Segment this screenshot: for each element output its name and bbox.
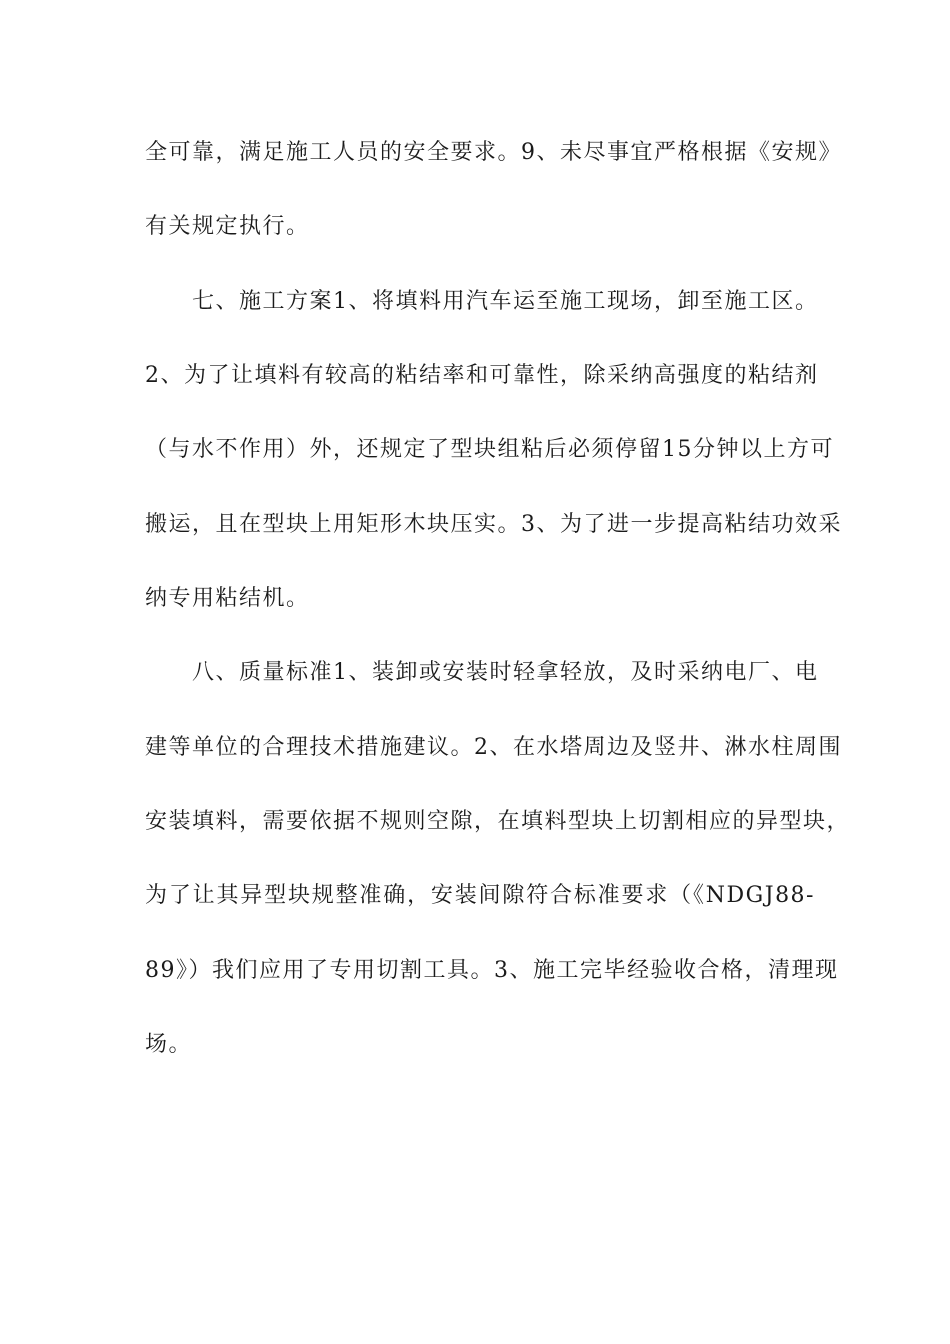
text-line: 八、质量标准1、装卸或安装时轻拿轻放，及时采纳电厂、电 — [192, 660, 819, 685]
text-line: （与水不作用）外，还规定了型块组粘后必须停留15分钟以上方可 — [145, 437, 834, 462]
text-line: 全可靠，满足施工人员的安全要求。9、未尽事宜严格根据《安规》 — [145, 140, 842, 165]
text-line: 为了让其异型块规整准确，安装间隙符合标准要求（《NDGJ88- — [145, 883, 815, 908]
text-line: 有关规定执行。 — [145, 214, 310, 239]
text-line: 七、施工方案1、将填料用汽车运至施工现场，卸至施工区。 — [192, 289, 819, 314]
text-line: 2、为了让填料有较高的粘结率和可靠性，除采纳高强度的粘结剂 — [145, 363, 819, 388]
text-line: 安装填料，需要依据不规则空隙，在填料型块上切割相应的异型块， — [145, 809, 851, 834]
text-line: 搬运，且在型块上用矩形木块压实。3、为了进一步提高粘结功效采 — [145, 512, 842, 537]
text-line: 建等单位的合理技术措施建议。2、在水塔周边及竖井、淋水柱周围 — [145, 735, 842, 760]
text-line: 纳专用粘结机。 — [145, 586, 310, 611]
text-line: 场。 — [145, 1032, 193, 1057]
text-line: 89》）我们应用了专用切割工具。3、施工完毕经验收合格，清理现 — [145, 958, 839, 983]
